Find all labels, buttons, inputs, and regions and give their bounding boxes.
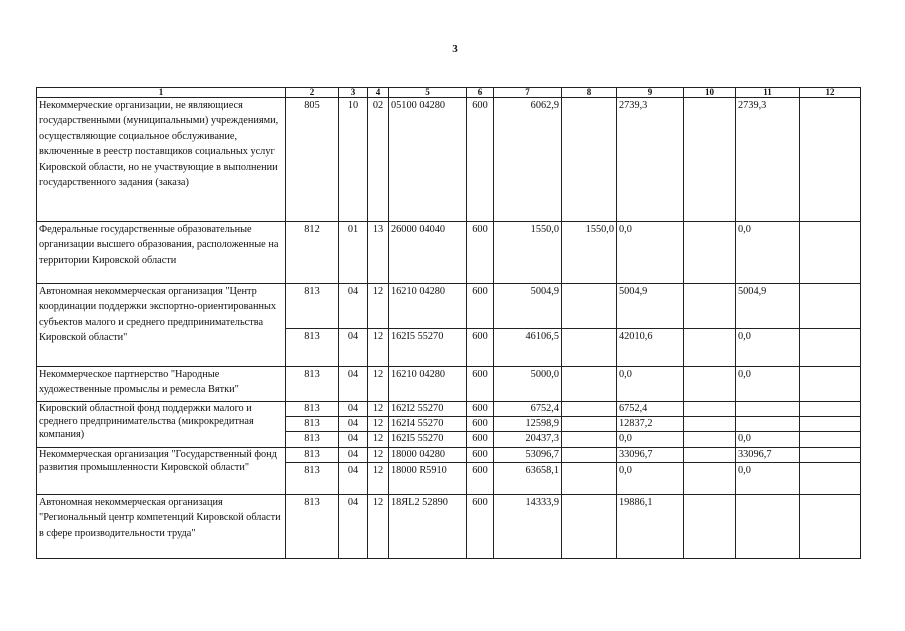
cell-c11: 0,0 <box>736 432 800 448</box>
cell-c5: 18000 R5910 <box>389 463 467 495</box>
cell-c10 <box>684 495 736 559</box>
cell-c7: 12598,9 <box>494 417 562 432</box>
cell-c2: 813 <box>286 367 339 402</box>
cell-c12 <box>800 432 861 448</box>
cell-c2: 813 <box>286 432 339 448</box>
cell-c7: 1550,0 <box>494 222 562 284</box>
table-header-row <box>37 88 861 98</box>
cell-c5: 16210 04280 <box>389 284 467 329</box>
cell-c7: 14333,9 <box>494 495 562 559</box>
cell-c3: 04 <box>339 367 368 402</box>
cell-c7: 6062,9 <box>494 98 562 222</box>
cell-c2: 812 <box>286 222 339 284</box>
cell-c8 <box>562 367 617 402</box>
cell-c2: 805 <box>286 98 339 222</box>
cell-c12 <box>800 329 861 367</box>
cell-c6: 600 <box>467 402 494 417</box>
cell-c10 <box>684 448 736 463</box>
cell-c5: 05100 04280 <box>389 98 467 222</box>
cell-c7: 63658,1 <box>494 463 562 495</box>
cell-c10 <box>684 432 736 448</box>
cell-c11: 0,0 <box>736 367 800 402</box>
cell-c11: 33096,7 <box>736 448 800 463</box>
cell-c6: 600 <box>467 463 494 495</box>
cell-c6: 600 <box>467 329 494 367</box>
cell-c12 <box>800 495 861 559</box>
cell-c9: 0,0 <box>617 463 684 495</box>
cell-c5: 18000 04280 <box>389 448 467 463</box>
cell-c11: 0,0 <box>736 329 800 367</box>
cell-c10 <box>684 98 736 222</box>
column-header: 5 <box>389 88 467 98</box>
cell-c7: 5000,0 <box>494 367 562 402</box>
table-row <box>37 367 861 402</box>
cell-c12 <box>800 222 861 284</box>
cell-c6: 600 <box>467 495 494 559</box>
cell-c12 <box>800 98 861 222</box>
column-header: 12 <box>800 88 861 98</box>
table-row <box>37 98 861 222</box>
cell-c9: 0,0 <box>617 222 684 284</box>
cell-c3: 04 <box>339 417 368 432</box>
cell-c3: 10 <box>339 98 368 222</box>
column-header: 9 <box>617 88 684 98</box>
cell-c10 <box>684 463 736 495</box>
cell-c8 <box>562 417 617 432</box>
cell-c4: 12 <box>368 463 389 495</box>
table-row <box>37 222 861 284</box>
cell-c3: 04 <box>339 329 368 367</box>
cell-c11: 0,0 <box>736 222 800 284</box>
cell-c10 <box>684 329 736 367</box>
cell-c5: 162I2 55270 <box>389 402 467 417</box>
organization-name: Автономная некоммерческая организация "Центр координации поддержки экспортно-ориентированных субъектов малого и среднего предпринимательства Кировской области" <box>37 284 286 367</box>
column-header: 11 <box>736 88 800 98</box>
cell-c12 <box>800 367 861 402</box>
cell-c4: 12 <box>368 402 389 417</box>
column-header: 3 <box>339 88 368 98</box>
cell-c8 <box>562 98 617 222</box>
cell-c5: 26000 04040 <box>389 222 467 284</box>
cell-c7: 5004,9 <box>494 284 562 329</box>
cell-c8 <box>562 329 617 367</box>
cell-c7: 46106,5 <box>494 329 562 367</box>
cell-c8: 1550,0 <box>562 222 617 284</box>
cell-c4: 02 <box>368 98 389 222</box>
cell-c9: 0,0 <box>617 367 684 402</box>
cell-c7: 53096,7 <box>494 448 562 463</box>
cell-c3: 04 <box>339 495 368 559</box>
cell-c4: 12 <box>368 367 389 402</box>
organization-name: Некоммерческая организация "Государственный фонд развития промышленности Кировской области" <box>37 448 286 495</box>
cell-c5: 162I5 55270 <box>389 432 467 448</box>
cell-c4: 12 <box>368 495 389 559</box>
column-header: 6 <box>467 88 494 98</box>
organization-name: Некоммерческое партнерство "Народные художественные промыслы и ремесла Вятки" <box>37 367 286 402</box>
cell-c7: 6752,4 <box>494 402 562 417</box>
cell-c12 <box>800 417 861 432</box>
table-row <box>37 284 861 329</box>
cell-c4: 12 <box>368 448 389 463</box>
cell-c10 <box>684 402 736 417</box>
cell-c4: 13 <box>368 222 389 284</box>
cell-c5: 16210 04280 <box>389 367 467 402</box>
cell-c2: 813 <box>286 417 339 432</box>
cell-c12 <box>800 284 861 329</box>
cell-c8 <box>562 448 617 463</box>
cell-c5: 18ЯL2 52890 <box>389 495 467 559</box>
cell-c9: 33096,7 <box>617 448 684 463</box>
cell-c9: 5004,9 <box>617 284 684 329</box>
cell-c3: 04 <box>339 284 368 329</box>
cell-c6: 600 <box>467 448 494 463</box>
cell-c2: 813 <box>286 284 339 329</box>
cell-c12 <box>800 402 861 417</box>
organization-name: Автономная некоммерческая организация "Региональный центр компетенций Кировской области в сфере производительности труда" <box>37 495 286 559</box>
budget-table <box>36 87 861 559</box>
cell-c6: 600 <box>467 432 494 448</box>
organization-name: Некоммерческие организации, не являющиеся государственными (муниципальными) учреждениями, осуществляющие социальное обслуживание, включенные в реестр поставщиков социальных услуг Кировской области, но не участвующие в выполнении государственного задания (заказа) <box>37 98 286 222</box>
cell-c9: 2739,3 <box>617 98 684 222</box>
cell-c5: 162I4 55270 <box>389 417 467 432</box>
cell-c2: 813 <box>286 463 339 495</box>
cell-c11: 5004,9 <box>736 284 800 329</box>
cell-c6: 600 <box>467 417 494 432</box>
cell-c10 <box>684 222 736 284</box>
cell-c12 <box>800 448 861 463</box>
cell-c8 <box>562 432 617 448</box>
table-row <box>37 495 861 559</box>
cell-c3: 04 <box>339 432 368 448</box>
cell-c11 <box>736 495 800 559</box>
column-header: 7 <box>494 88 562 98</box>
cell-c12 <box>800 463 861 495</box>
cell-c10 <box>684 417 736 432</box>
organization-name: Федеральные государственные образовательные организации высшего образования, расположенные на территории Кировской области <box>37 222 286 284</box>
cell-c7: 20437,3 <box>494 432 562 448</box>
cell-c3: 01 <box>339 222 368 284</box>
cell-c6: 600 <box>467 284 494 329</box>
cell-c9: 12837,2 <box>617 417 684 432</box>
column-header: 1 <box>37 88 286 98</box>
cell-c4: 12 <box>368 432 389 448</box>
cell-c11 <box>736 417 800 432</box>
cell-c11 <box>736 402 800 417</box>
cell-c4: 12 <box>368 284 389 329</box>
cell-c10 <box>684 284 736 329</box>
cell-c8 <box>562 495 617 559</box>
page-number: 3 <box>452 43 458 55</box>
column-header: 10 <box>684 88 736 98</box>
cell-c8 <box>562 284 617 329</box>
cell-c9: 0,0 <box>617 432 684 448</box>
cell-c5: 162I5 55270 <box>389 329 467 367</box>
table-row <box>37 448 861 463</box>
cell-c3: 04 <box>339 463 368 495</box>
cell-c2: 813 <box>286 402 339 417</box>
cell-c9: 42010,6 <box>617 329 684 367</box>
column-header: 8 <box>562 88 617 98</box>
cell-c2: 813 <box>286 495 339 559</box>
cell-c8 <box>562 402 617 417</box>
cell-c11: 0,0 <box>736 463 800 495</box>
cell-c2: 813 <box>286 448 339 463</box>
cell-c9: 19886,1 <box>617 495 684 559</box>
cell-c9: 6752,4 <box>617 402 684 417</box>
cell-c10 <box>684 367 736 402</box>
column-header: 2 <box>286 88 339 98</box>
cell-c4: 12 <box>368 329 389 367</box>
cell-c8 <box>562 463 617 495</box>
column-header: 4 <box>368 88 389 98</box>
cell-c3: 04 <box>339 402 368 417</box>
table-row <box>37 402 861 417</box>
cell-c6: 600 <box>467 367 494 402</box>
cell-c3: 04 <box>339 448 368 463</box>
cell-c2: 813 <box>286 329 339 367</box>
organization-name: Кировский областной фонд поддержки малого и среднего предпринимательства (микрокредитная компания) <box>37 402 286 448</box>
cell-c6: 600 <box>467 222 494 284</box>
cell-c11: 2739,3 <box>736 98 800 222</box>
cell-c6: 600 <box>467 98 494 222</box>
cell-c4: 12 <box>368 417 389 432</box>
